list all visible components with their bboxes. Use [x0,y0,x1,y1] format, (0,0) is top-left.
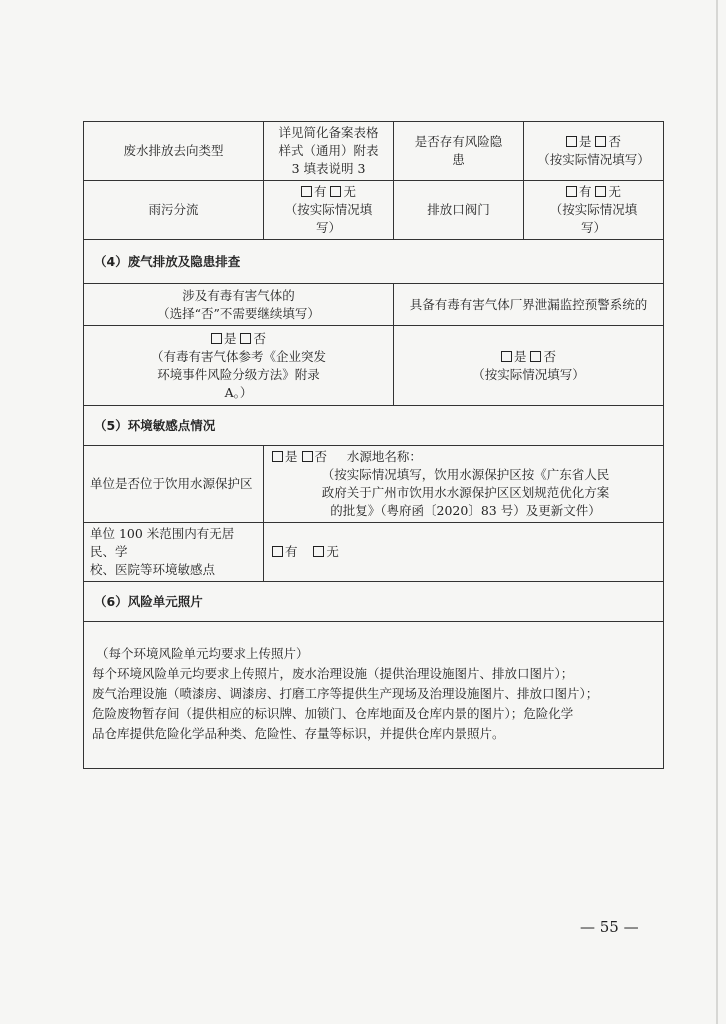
checkbox-no[interactable] [302,451,313,462]
table-row [84,582,664,622]
section-6-title: （6）风险单元照片 [84,582,664,622]
gas-monitor-answer: 是 否 （按实际情况填写） [394,326,664,406]
checkbox-yes[interactable] [566,136,577,147]
checkbox-yes[interactable] [301,186,312,197]
wastewater-discharge-label: 废水排放去向类型 [84,122,264,181]
photo-requirements [84,622,664,769]
checkbox-no[interactable] [330,186,341,197]
water-protection-question: 单位是否位于饮用水源保护区 [84,446,264,523]
table-row [84,284,664,326]
checkbox-no[interactable] [595,136,606,147]
sensitive-points-question: 单位 100 米范围内有无居民、学 校、医院等环境敏感点 [84,523,264,582]
risk-hazard-label: 是否存有风险隐 患 [394,122,524,181]
gas-monitor-question: 具备有毒有害气体厂界泄漏监控预警系统的 [394,284,664,326]
form-table [83,121,664,769]
page-number: — 55 — [580,918,639,936]
rain-sewage-answer: 有 无 （按实际情况填 写） [264,181,394,240]
checkbox-yes[interactable] [272,451,283,462]
toxic-gas-answer: 是 否 （有毒有害气体参考《企业突发 环境事件风险分级方法》附录 A。） [84,326,394,406]
table-row [84,622,664,769]
table-row [84,240,664,284]
water-protection-answer: 是 否 水源地名称： （按实际情况填写，饮用水源保护区按《广东省人民 政府关于广州市饮用水水源保护区区划规范优化方案 的批复》（粤府函〔2020〕83 号）及更新文件） [264,446,664,523]
photo-line: 危险废物暂存间（提供相应的标识牌、加锁门、仓库地面及仓库内景的图片）；危险化学 [92,706,574,721]
checkbox-yes[interactable] [566,186,577,197]
outlet-valve-answer: 有 无 （按实际情况填 写） [524,181,664,240]
section-5-title: （5）环境敏感点情况 [84,406,664,446]
table-row [84,523,664,582]
checkbox-no[interactable] [313,546,324,557]
checkbox-no[interactable] [530,351,541,362]
section-4-title: （4）废气排放及隐患排查 [84,240,664,284]
checkbox-no[interactable] [240,333,251,344]
wastewater-discharge-ref: 详见简化备案表格 样式（通用）附表 3 填表说明 3 [264,122,394,181]
table-row [84,406,664,446]
photo-line: 品仓库提供危险化学品种类、危险性、存量等标识，并提供仓库内景照片。 [92,726,505,741]
checkbox-yes[interactable] [211,333,222,344]
scan-edge [716,0,718,1024]
risk-hazard-answer: 是 否 （按实际情况填写） [524,122,664,181]
checkbox-yes[interactable] [501,351,512,362]
toxic-gas-question: 涉及有毒有害气体的 （选择“否”不需要继续填写） [84,284,394,326]
table-row [84,446,664,523]
table-row [84,181,664,240]
table-row [84,326,664,406]
photo-line: 每个环境风险单元均要求上传照片，废水治理设施（提供治理设施图片、排放口图片）； [92,666,574,681]
table-row [84,122,664,181]
photo-line: 废气治理设施（喷漆房、调漆房、打磨工序等提供生产现场及治理设施图片、排放口图片）； [92,686,599,701]
rain-sewage-label: 雨污分流 [84,181,264,240]
checkbox-yes[interactable] [272,546,283,557]
photo-line: （每个环境风险单元均要求上传照片） [96,646,309,661]
sensitive-points-answer: 有 无 [264,523,664,582]
checkbox-no[interactable] [595,186,606,197]
outlet-valve-label: 排放口阀门 [394,181,524,240]
water-source-name-label: 水源地名称： [346,449,422,464]
